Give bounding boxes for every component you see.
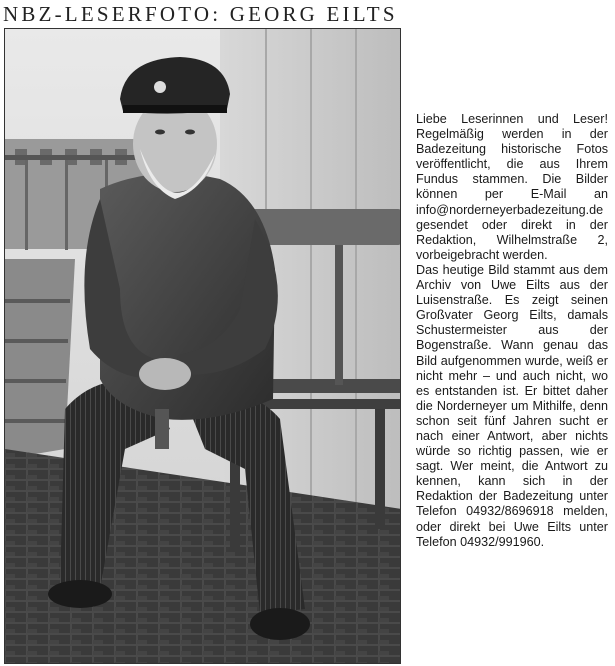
article-paragraph-1: Liebe Leserinnen und Leser! Regelmäßig werden in der Badezeitung historische Fotos veröffentlicht, die aus Ihrem Fundus stammen. Die Bilder können per E-Mail an info@norderneyerbadezeitung.de gesendet oder direkt in der Redaktion, Wilhelmstraße 2, vorbeigebracht werden. <box>416 112 608 262</box>
archive-photo <box>4 28 401 664</box>
man-hands <box>139 358 191 390</box>
article-paragraph-2: Das heutige Bild stammt aus dem Archiv von Uwe Eilts aus der Luisenstraße. Es zeigt seinen Großvater Georg Eilts, damals Schustermeister aus der Bogenstraße. Wann genau das Bild aufgenommen wurde, weiß er nicht mehr – und auch nicht, wo es entstanden ist. Er bittet daher die Norderneyer um Mithilfe, denn schon seit fünf Jahren sucht er nach einer Antwort, aber nichts würde so richtig passen, wie er sagt. Wer meint, die Antwort zu kennen, kann sich in der Redaktion der Badezeitung unter Telefon 04932/8696918 melden, oder direkt bei Uwe Eilts unter Telefon 04932/991960. <box>416 262 608 549</box>
hanging-tag <box>155 409 169 449</box>
man-right-shoe <box>250 608 310 640</box>
page-headline: NBZ-LESERFOTO: GEORG EILTS <box>3 2 398 26</box>
man-left-shoe <box>48 580 112 608</box>
photo-illustration <box>5 29 401 664</box>
article-text <box>416 112 608 550</box>
cap-badge <box>154 81 166 93</box>
